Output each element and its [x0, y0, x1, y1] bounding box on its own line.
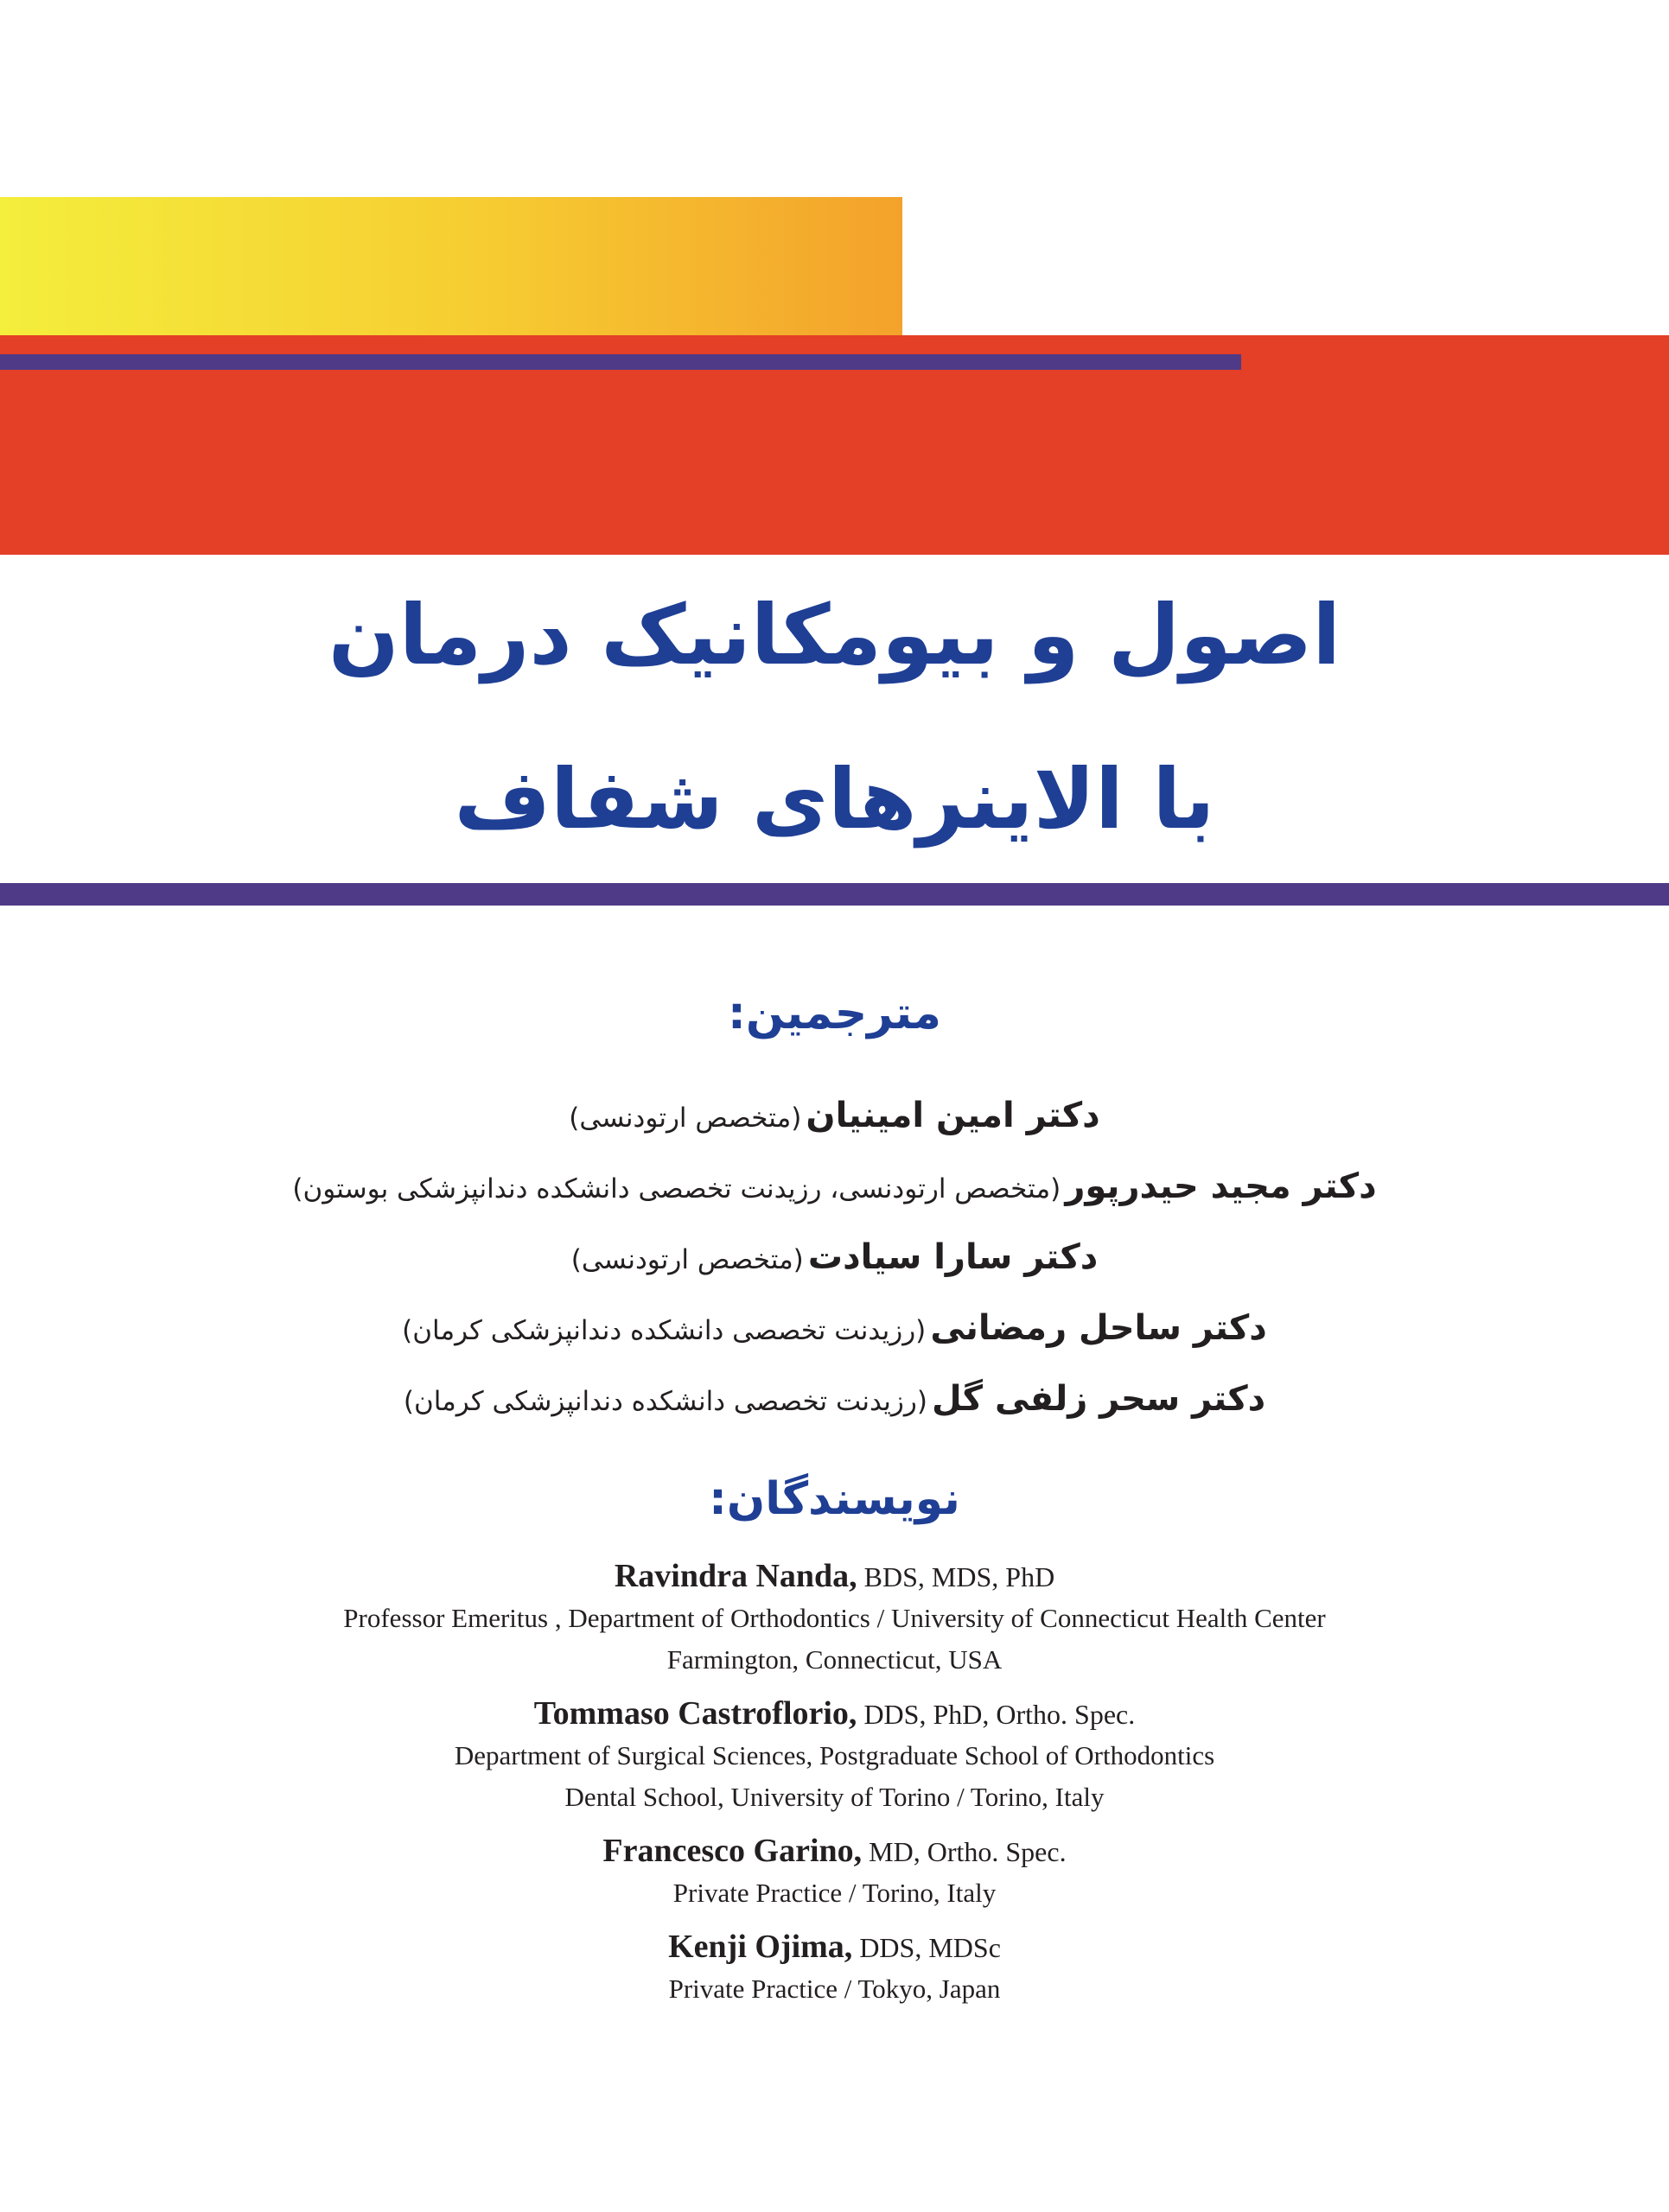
- author-name: Kenji Ojima,: [668, 1929, 853, 1965]
- author-entry: [0, 1555, 1669, 1681]
- translator-credential: (متخصص ارتودنسی، رزیدنت تخصصی دانشکده دندانپزشکی بوستون): [292, 1173, 1061, 1205]
- author-name: Francesco Garino,: [602, 1833, 863, 1869]
- author-affiliation: Farmington, Connecticut, USA: [666, 1644, 1003, 1675]
- translator-name: دکتر سارا سیادت: [807, 1237, 1099, 1277]
- author-affiliation: Department of Surgical Sciences, Postgraduate School of Orthodontics: [454, 1740, 1215, 1770]
- translator-credential: (متخصص ارتودنسی): [570, 1244, 804, 1275]
- translators-heading: مترجمین:: [728, 988, 941, 1039]
- author-degrees: DDS, MDSc: [859, 1932, 1001, 1963]
- authors-list: [0, 1555, 1669, 2022]
- translator-item: [0, 1222, 1669, 1293]
- translator-item: [0, 1293, 1669, 1363]
- author-entry: [0, 1926, 1669, 2010]
- author-name: Ravindra Nanda,: [614, 1558, 857, 1594]
- book-title: [0, 553, 1669, 873]
- author-entry: [0, 1693, 1669, 1818]
- author-degrees: DDS, PhD, Ortho. Spec.: [863, 1699, 1136, 1730]
- author-degrees: BDS, MDS, PhD: [863, 1561, 1055, 1592]
- purple-title-divider: [0, 883, 1669, 906]
- title-line-1: اصول و بیومکانیک درمان: [328, 587, 1341, 683]
- title-line-2: با الاینرهای شفاف: [454, 751, 1215, 848]
- yellow-orange-gradient-block: [0, 197, 902, 351]
- translators-list: [0, 1080, 1669, 1434]
- author-affiliation: Private Practice / Tokyo, Japan: [668, 1974, 1001, 2004]
- purple-thin-bar: [0, 354, 1241, 370]
- translator-credential: (رزیدنت تخصصی دانشکده دندانپزشکی کرمان): [402, 1315, 927, 1346]
- author-affiliation: Private Practice / Torino, Italy: [672, 1878, 997, 1908]
- translator-name: دکتر سحر زلفی گل: [932, 1379, 1266, 1419]
- authors-heading: نویسندگان:: [709, 1473, 960, 1525]
- author-entry: [0, 1830, 1669, 1914]
- translator-name: دکتر امین امینیان: [806, 1096, 1100, 1135]
- author-name: Tommaso Castroflorio,: [533, 1695, 857, 1732]
- translator-name: دکتر ساحل رمضانی: [930, 1308, 1267, 1348]
- author-affiliation: Professor Emeritus , Department of Orthodontics / University of Connecticut Health Center: [343, 1603, 1326, 1633]
- translator-name: دکتر مجید حیدرپور: [1065, 1166, 1377, 1206]
- translator-item: [0, 1363, 1669, 1434]
- translator-item: [0, 1080, 1669, 1151]
- author-degrees: MD, Ortho. Spec.: [869, 1836, 1067, 1867]
- author-affiliation: Dental School, University of Torino / Torino, Italy: [564, 1782, 1105, 1812]
- translator-item: [0, 1151, 1669, 1222]
- translator-credential: (رزیدنت تخصصی دانشکده دندانپزشکی کرمان): [403, 1386, 927, 1417]
- translator-credential: (متخصص ارتودنسی): [569, 1103, 802, 1134]
